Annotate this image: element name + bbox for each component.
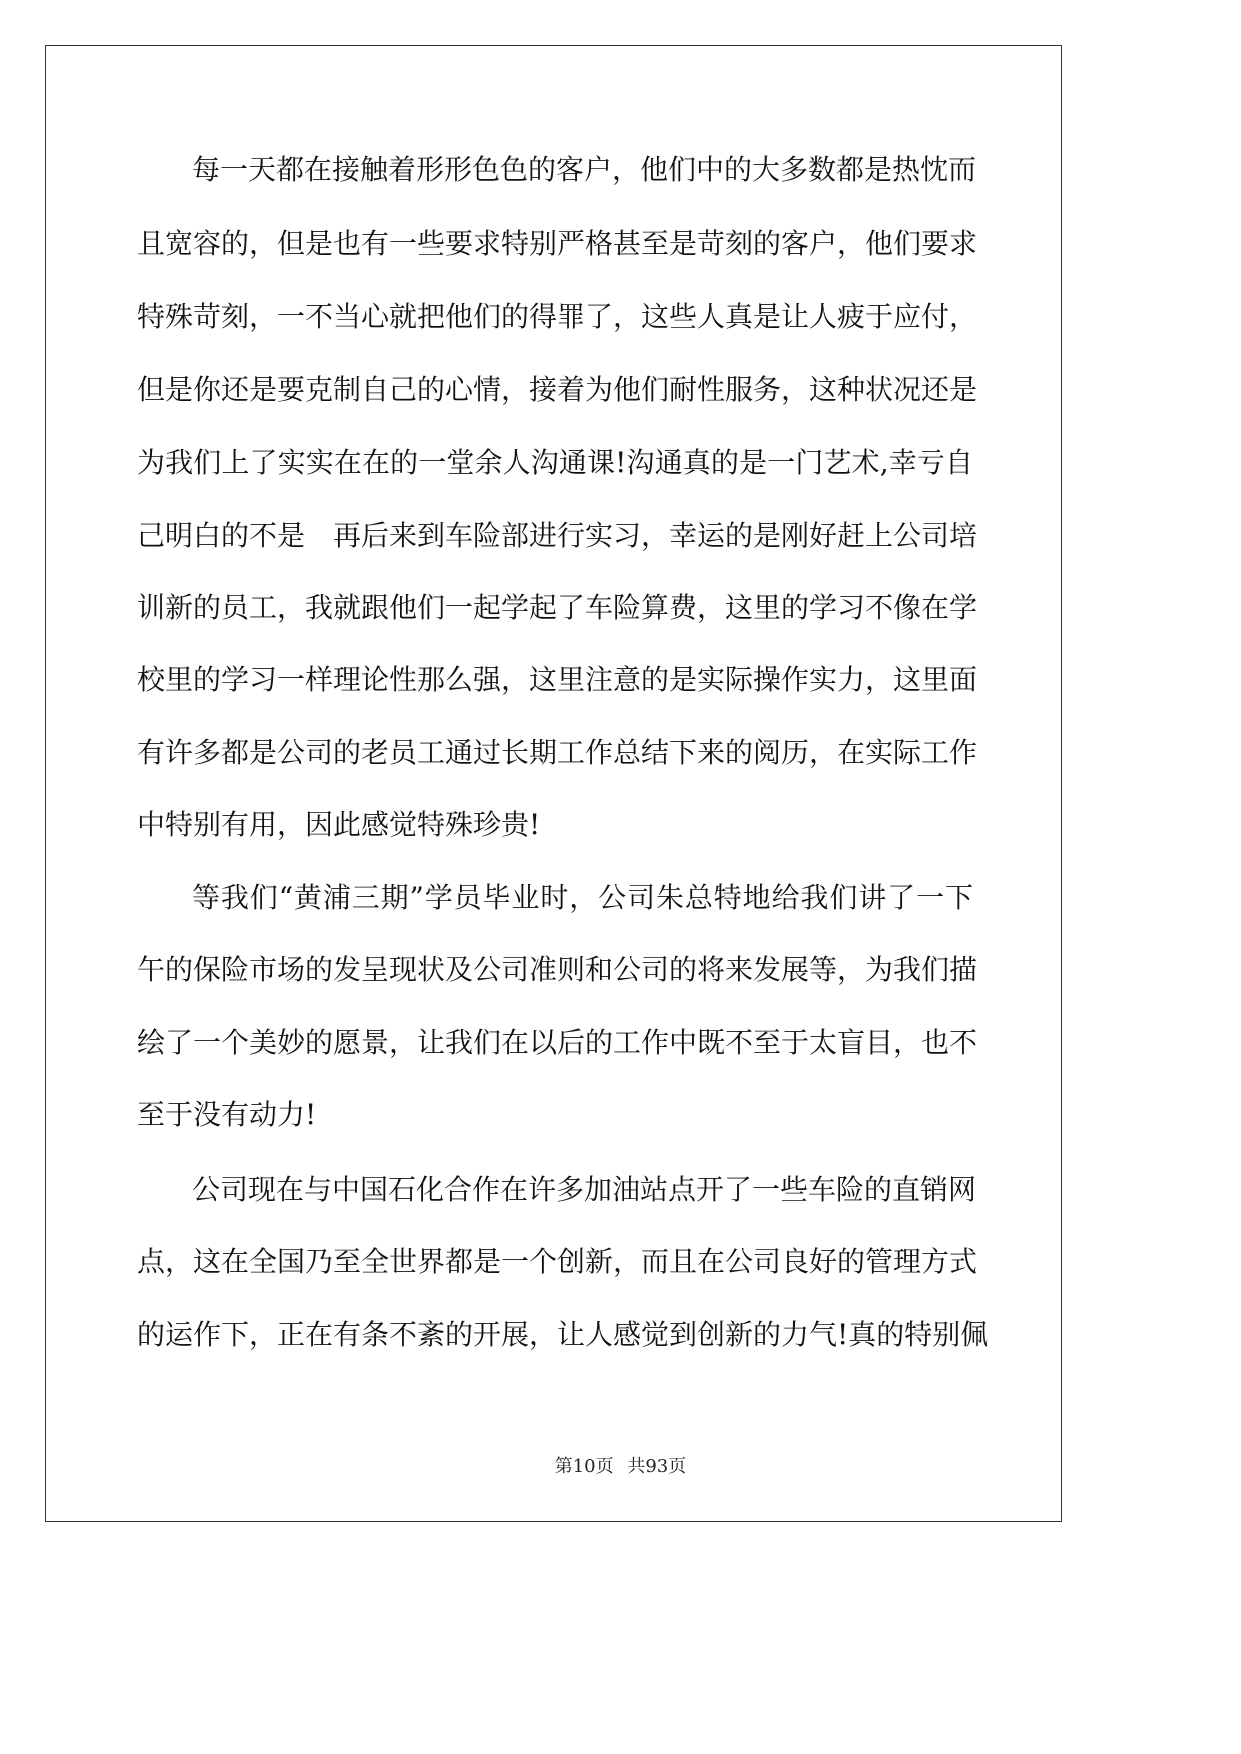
text-line: 且宽容的，但是也有一些要求特别严格甚至是苛刻的客户，他们要求 bbox=[137, 227, 978, 260]
text-line: 校里的学习一样理论性那么强，这里注意的是实际操作实力，这里面 bbox=[137, 663, 978, 696]
text-line: 等我们“黄浦三期”学员毕业时，公司朱总特地给我们讲了一下 bbox=[192, 881, 973, 914]
text-line: 为我们上了实实在在的一堂余人沟通课!沟通真的是一门艺术,幸亏自 bbox=[137, 446, 973, 479]
text-line: 的运作下，正在有条不紊的开展，让人感觉到创新的力气!真的特别佩 bbox=[137, 1318, 989, 1351]
text-line: 每一天都在接触着形形色色的客户，他们中的大多数都是热忱而 bbox=[192, 153, 977, 186]
text-line: 但是你还是要克制自己的心情，接着为他们耐性服务，这种状况还是 bbox=[137, 373, 978, 406]
text-line: 午的保险市场的发呈现状及公司准则和公司的将来发展等，为我们描 bbox=[137, 953, 978, 986]
page-footer bbox=[0, 1452, 1241, 1478]
text-line: 己明白的不是 再后来到车险部进行实习，幸运的是刚好赶上公司培 bbox=[137, 519, 978, 552]
text-line: 绘了一个美妙的愿景，让我们在以后的工作中既不至于太盲目，也不 bbox=[137, 1026, 978, 1059]
text-line: 训新的员工，我就跟他们一起学起了车险算费，这里的学习不像在学 bbox=[137, 591, 978, 624]
text-line: 公司现在与中国石化合作在许多加油站点开了一些车险的直销网 bbox=[192, 1173, 977, 1206]
text-line: 中特别有用，因此感觉特殊珍贵! bbox=[137, 808, 541, 841]
page-number: 第10页 bbox=[554, 1456, 614, 1477]
text-line: 点，这在全国乃至全世界都是一个创新，而且在公司良好的管理方式 bbox=[137, 1245, 978, 1278]
text-line: 特殊苛刻，一不当心就把他们的得罪了，这些人真是让人疲于应付， bbox=[137, 300, 978, 333]
text-line: 有许多都是公司的老员工通过长期工作总结下来的阅历，在实际工作 bbox=[137, 736, 978, 769]
page-border bbox=[45, 45, 1062, 1522]
text-line: 至于没有动力! bbox=[137, 1098, 317, 1131]
total-pages: 共93页 bbox=[627, 1456, 687, 1477]
